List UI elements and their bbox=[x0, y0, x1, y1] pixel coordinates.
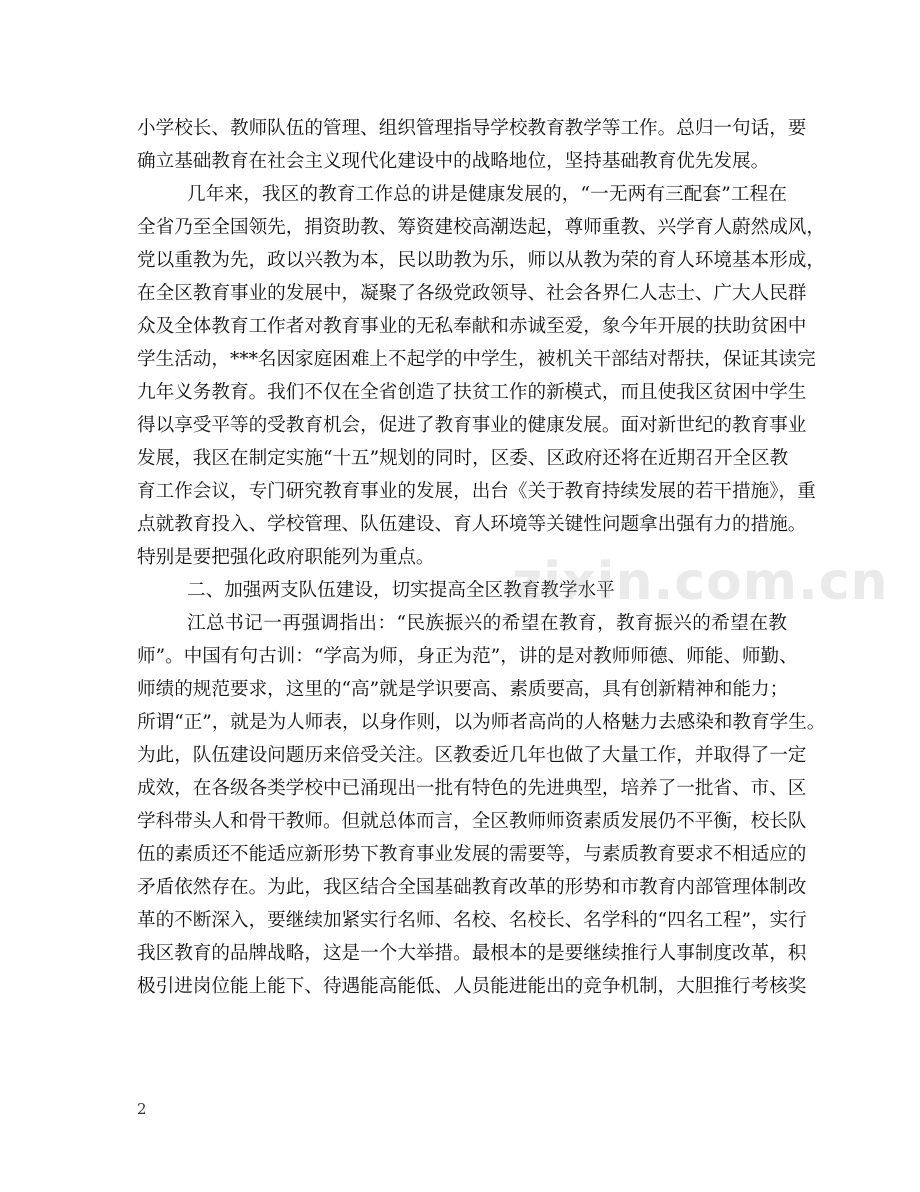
paragraph bbox=[137, 112, 807, 178]
text-line: 众及全体教育工作者对教育事业的无私奉献和赤诚至爱，象今年开展的扶助贫困中 bbox=[137, 316, 807, 337]
text-line: 点就教育投入、学校管理、队伍建设、育人环境等关键性问题拿出强有力的措施。 bbox=[137, 514, 807, 535]
text-line: 我区教育的品牌战略，这是一个大举措。最根本的是要继续推行人事制度改革，积 bbox=[137, 943, 807, 964]
text-line: 极引进岗位能上能下、待遇能高能低、人员能进能出的竞争机制，大胆推行考核奖 bbox=[137, 976, 807, 997]
text-line: 伍的素质还不能适应新形势下教育事业发展的需要等，与素质教育要求不相适应的 bbox=[137, 844, 807, 865]
text-line: 所谓“正”，就是为人师表，以身作则，以为师者高尚的人格魅力去感染和教育学生。 bbox=[137, 712, 826, 733]
text-line: 为此，队伍建设问题历来倍受关注。区教委近几年也做了大量工作，并取得了一定 bbox=[137, 745, 807, 766]
text-line: 党以重教为先，政以兴教为本，民以助教为乐，师以从教为荣的育人环境基本形成， bbox=[137, 250, 825, 271]
watermark: zixin.com.cn bbox=[512, 552, 889, 612]
text-line: 育工作会议，专门研究教育事业的发展，出台《关于教育持续发展的若干措施》，重 bbox=[137, 481, 816, 502]
text-line: 学生活动，***名因家庭困难上不起学的中学生，被机关干部结对帮扶，保证其读完 bbox=[137, 349, 816, 370]
text-line: 江总书记一再强调指出：“民族振兴的希望在教育，教育振兴的希望在教 bbox=[187, 613, 787, 634]
text-line: 小学校长、教师队伍的管理、组织管理指导学校教育教学等工作。总归一句话，要 bbox=[137, 118, 807, 139]
text-line: 确立基础教育在社会主义现代化建设中的战略地位，坚持基础教育优先发展。 bbox=[137, 151, 770, 172]
text-line: 革的不断深入，要继续加紧实行名师、名校、名校长、名学科的“四名工程”，实行 bbox=[137, 910, 807, 931]
text-line: 全省乃至全国领先，捐资助教、筹资建校高潮迭起，尊师重教、兴学育人蔚然成风， bbox=[137, 217, 825, 238]
body-text bbox=[137, 112, 826, 1003]
text-line: 得以享受平等的受教育机会，促进了教育事业的健康发展。面对新世纪的教育事业 bbox=[137, 415, 807, 436]
section-heading bbox=[137, 574, 787, 607]
paragraph bbox=[137, 178, 825, 574]
text-line: 特别是要把强化政府职能列为重点。 bbox=[137, 547, 435, 568]
text-line: 师”。中国有句古训：“学高为师，身正为范”，讲的是对教师师德、师能、师勤、 bbox=[137, 646, 798, 667]
text-line: 矛盾依然存在。为此，我区结合全国基础教育改革的形势和市教育内部管理体制改 bbox=[137, 877, 807, 898]
text-line: 在全区教育事业的发展中，凝聚了各级党政领导、社会各界仁人志士、广大人民群 bbox=[137, 283, 807, 304]
text-line: 成效，在各级各类学校中已涌现出一批有特色的先进典型，培养了一批省、市、区 bbox=[137, 778, 807, 799]
text-line: 学科带头人和骨干教师。但就总体而言，全区教师师资素质发展仍不平衡，校长队 bbox=[137, 811, 807, 832]
text-line: 发展，我区在制定实施“十五”规划的同时，区委、区政府还将在近期召开全区教 bbox=[137, 448, 789, 469]
page-number: 2 bbox=[137, 1100, 147, 1118]
text-line: 九年义务教育。我们不仅在全省创造了扶贫工作的新模式，而且使我区贫困中学生 bbox=[137, 382, 807, 403]
paragraph bbox=[137, 607, 826, 1003]
text-line: 几年来，我区的教育工作总的讲是健康发展的，“一无两有三配套”工程在 bbox=[187, 184, 787, 205]
heading-text: 二、加强两支队伍建设，切实提高全区教育教学水平 bbox=[187, 580, 615, 601]
text-line: 师绩的规范要求，这里的“高”就是学识要高、素质要高，具有创新精神和能力； bbox=[137, 679, 789, 700]
